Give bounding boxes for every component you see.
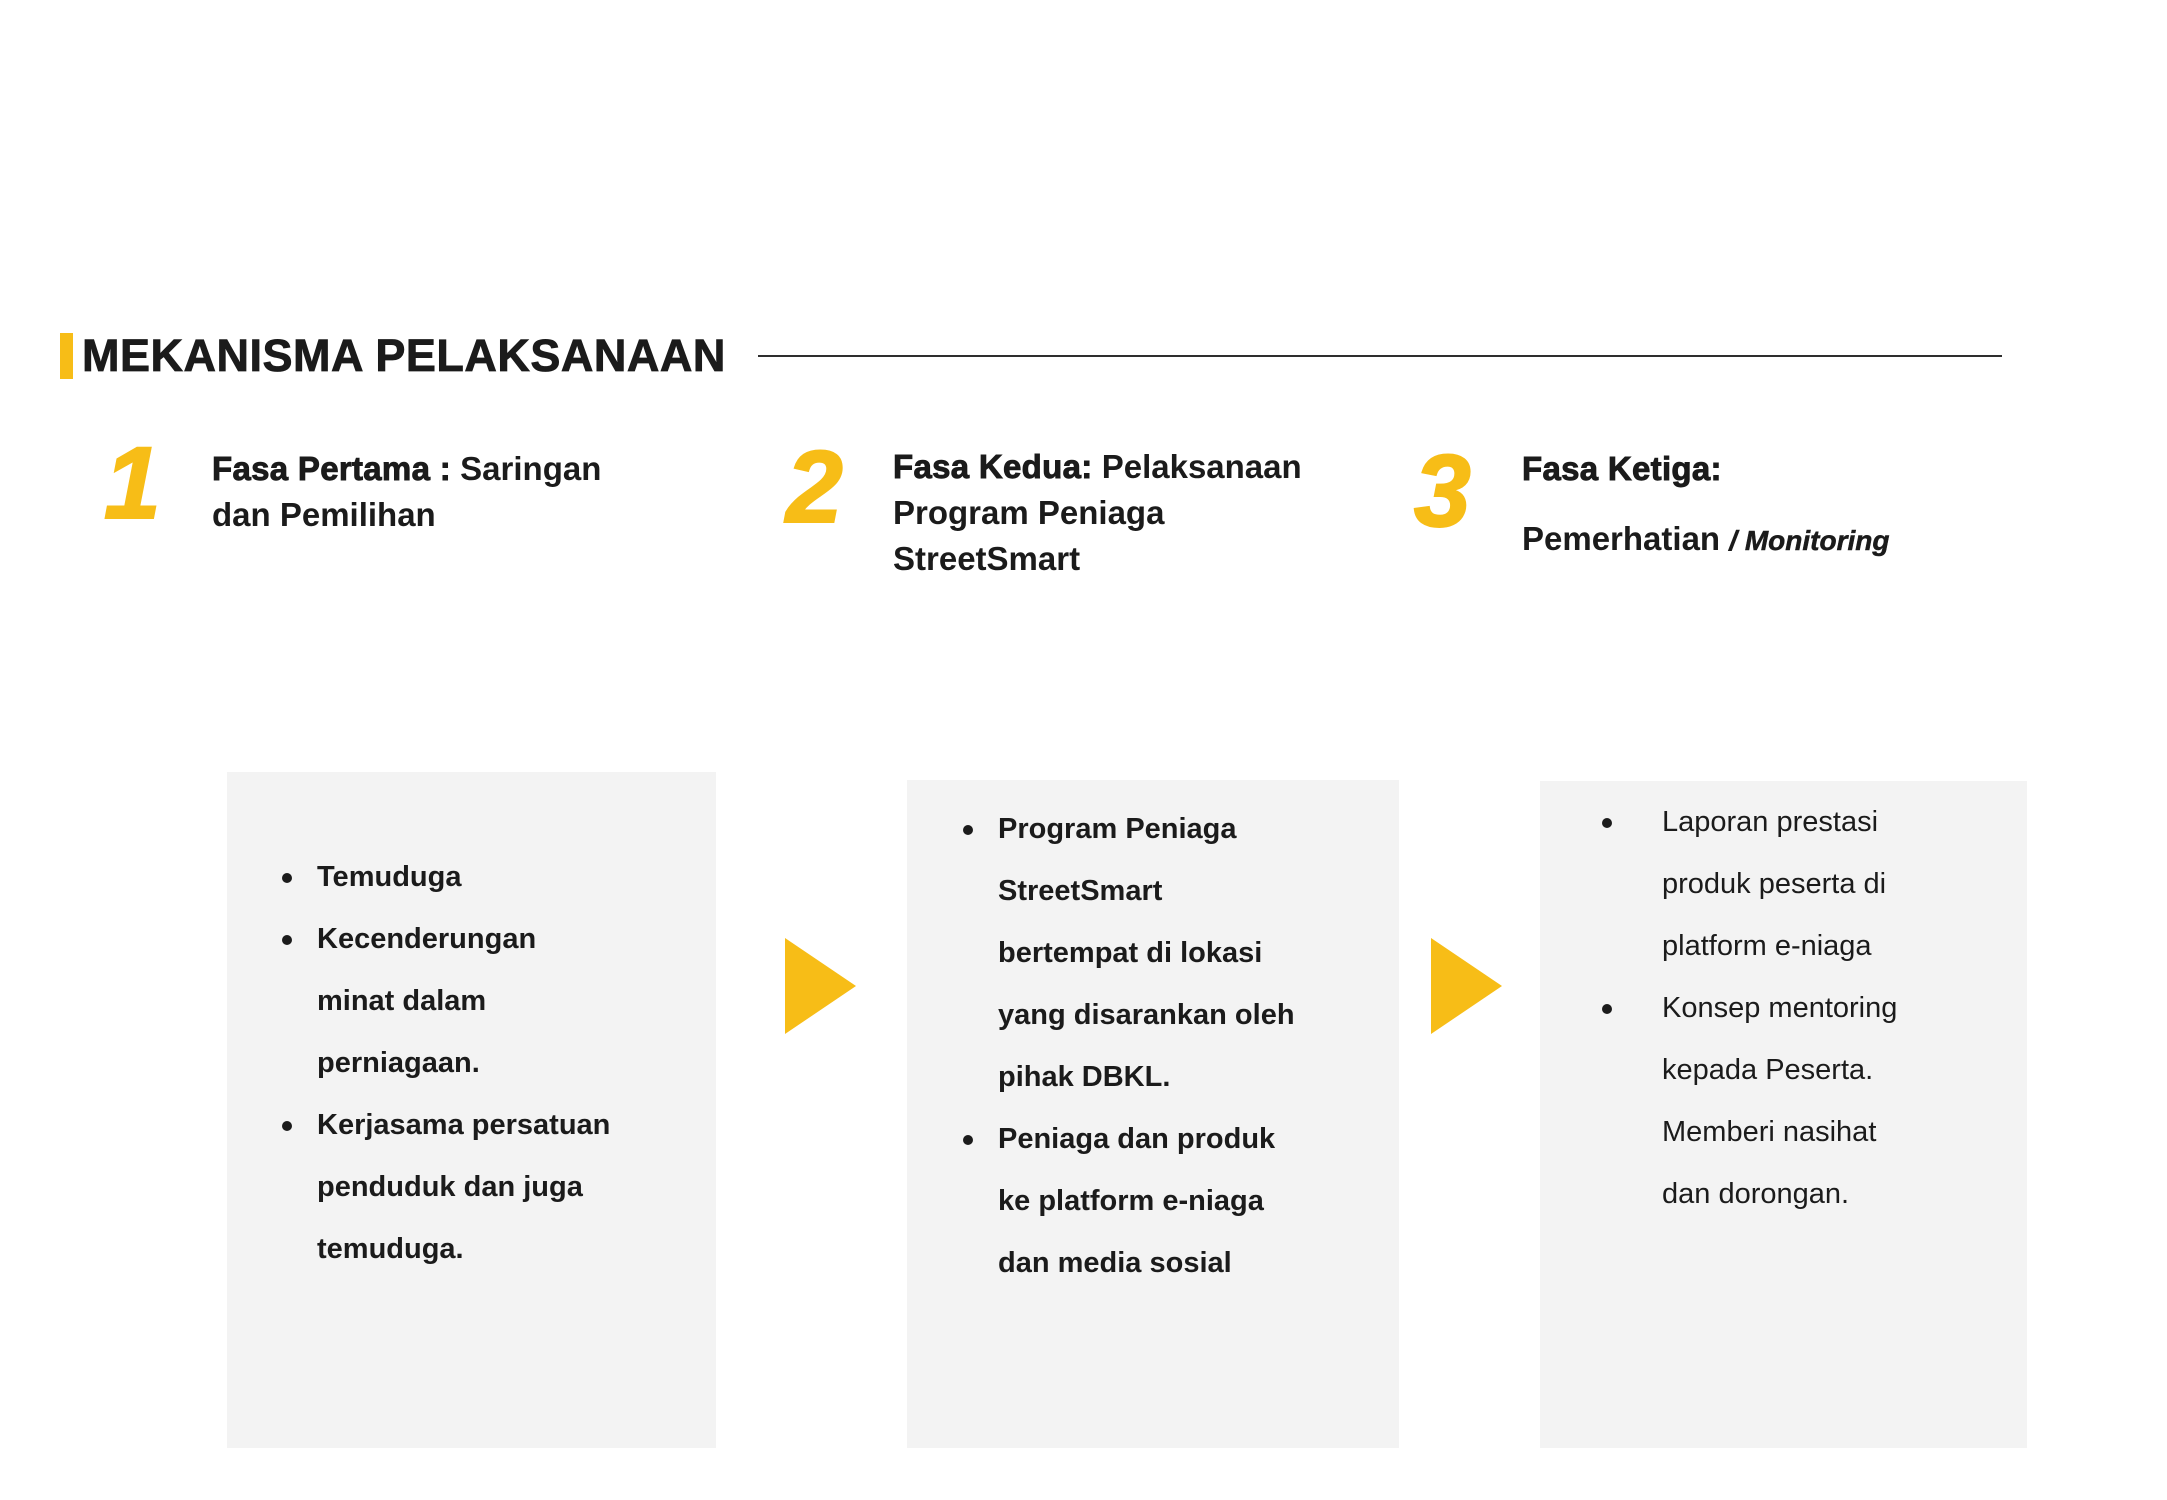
list-item [1602, 977, 2027, 1225]
list-item [282, 846, 716, 908]
phase-2-bullet-list [907, 780, 1399, 1294]
bullet-icon [963, 1135, 973, 1145]
phase-2-description: Pelaksanaan Program Peniaga StreetSmart [893, 448, 1302, 577]
phase-1-description: Saringan dan Pemilihan [212, 450, 602, 533]
phase-1-number: 1 [104, 426, 161, 540]
list-item-text: Program Peniaga StreetSmart bertempat di lokasi yang disarankan oleh pihak DBKL. [998, 813, 1295, 1093]
phase-2-name: Fasa Kedua: [893, 448, 1093, 485]
bullet-icon [282, 873, 292, 883]
right-arrow-icon [785, 938, 856, 1034]
phase-3-description-monitoring: / Monitoring [1729, 525, 1890, 556]
title-divider-line [758, 355, 2002, 357]
list-item [963, 1108, 1399, 1294]
list-item-text: Laporan prestasi produk peserta di platform e-niaga [1662, 806, 1887, 962]
list-item [282, 908, 716, 1094]
title-row [60, 330, 2002, 382]
phase-2-number: 2 [786, 430, 843, 544]
phase-1-name: Fasa Pertama : [212, 450, 451, 487]
list-item-text: Temuduga [317, 861, 462, 893]
bullet-icon [282, 935, 292, 945]
list-item [963, 798, 1399, 1108]
bullet-icon [963, 825, 973, 835]
right-arrow-icon [1431, 938, 1502, 1034]
list-item-text: Konsep mentoring kepada Peserta. Memberi nasihat dan dorongan. [1662, 992, 1898, 1210]
list-item-text: Kecenderungan minat dalam perniagaan. [317, 923, 537, 1079]
phase-3-number: 3 [1414, 434, 1471, 548]
page-title: MEKANISMA PELAKSANAAN [82, 330, 726, 381]
phase-1-detail-box [227, 772, 716, 1448]
bullet-icon [1602, 1004, 1612, 1014]
phase-2-detail-box [907, 780, 1399, 1448]
title-accent-bar-icon [60, 333, 73, 379]
list-item-text: Peniaga dan produk ke platform e-niaga dan media sosial [998, 1123, 1276, 1279]
phase-3-detail-box [1540, 781, 2027, 1448]
phase-1-bullet-list [227, 772, 716, 1280]
bullet-icon [1602, 818, 1612, 828]
phase-3-description: Pemerhatian [1522, 520, 1721, 557]
phase-2-heading [893, 444, 1323, 582]
bullet-icon [282, 1121, 292, 1131]
phase-3-heading [1522, 446, 2002, 564]
phase-3-bullet-list [1540, 781, 2027, 1225]
list-item-text: Kerjasama persatuan penduduk dan juga temuduga. [317, 1109, 611, 1265]
phase-1-heading [212, 446, 632, 538]
list-item [282, 1094, 716, 1280]
list-item [1602, 791, 2027, 977]
phase-3-name: Fasa Ketiga: [1522, 450, 1722, 487]
